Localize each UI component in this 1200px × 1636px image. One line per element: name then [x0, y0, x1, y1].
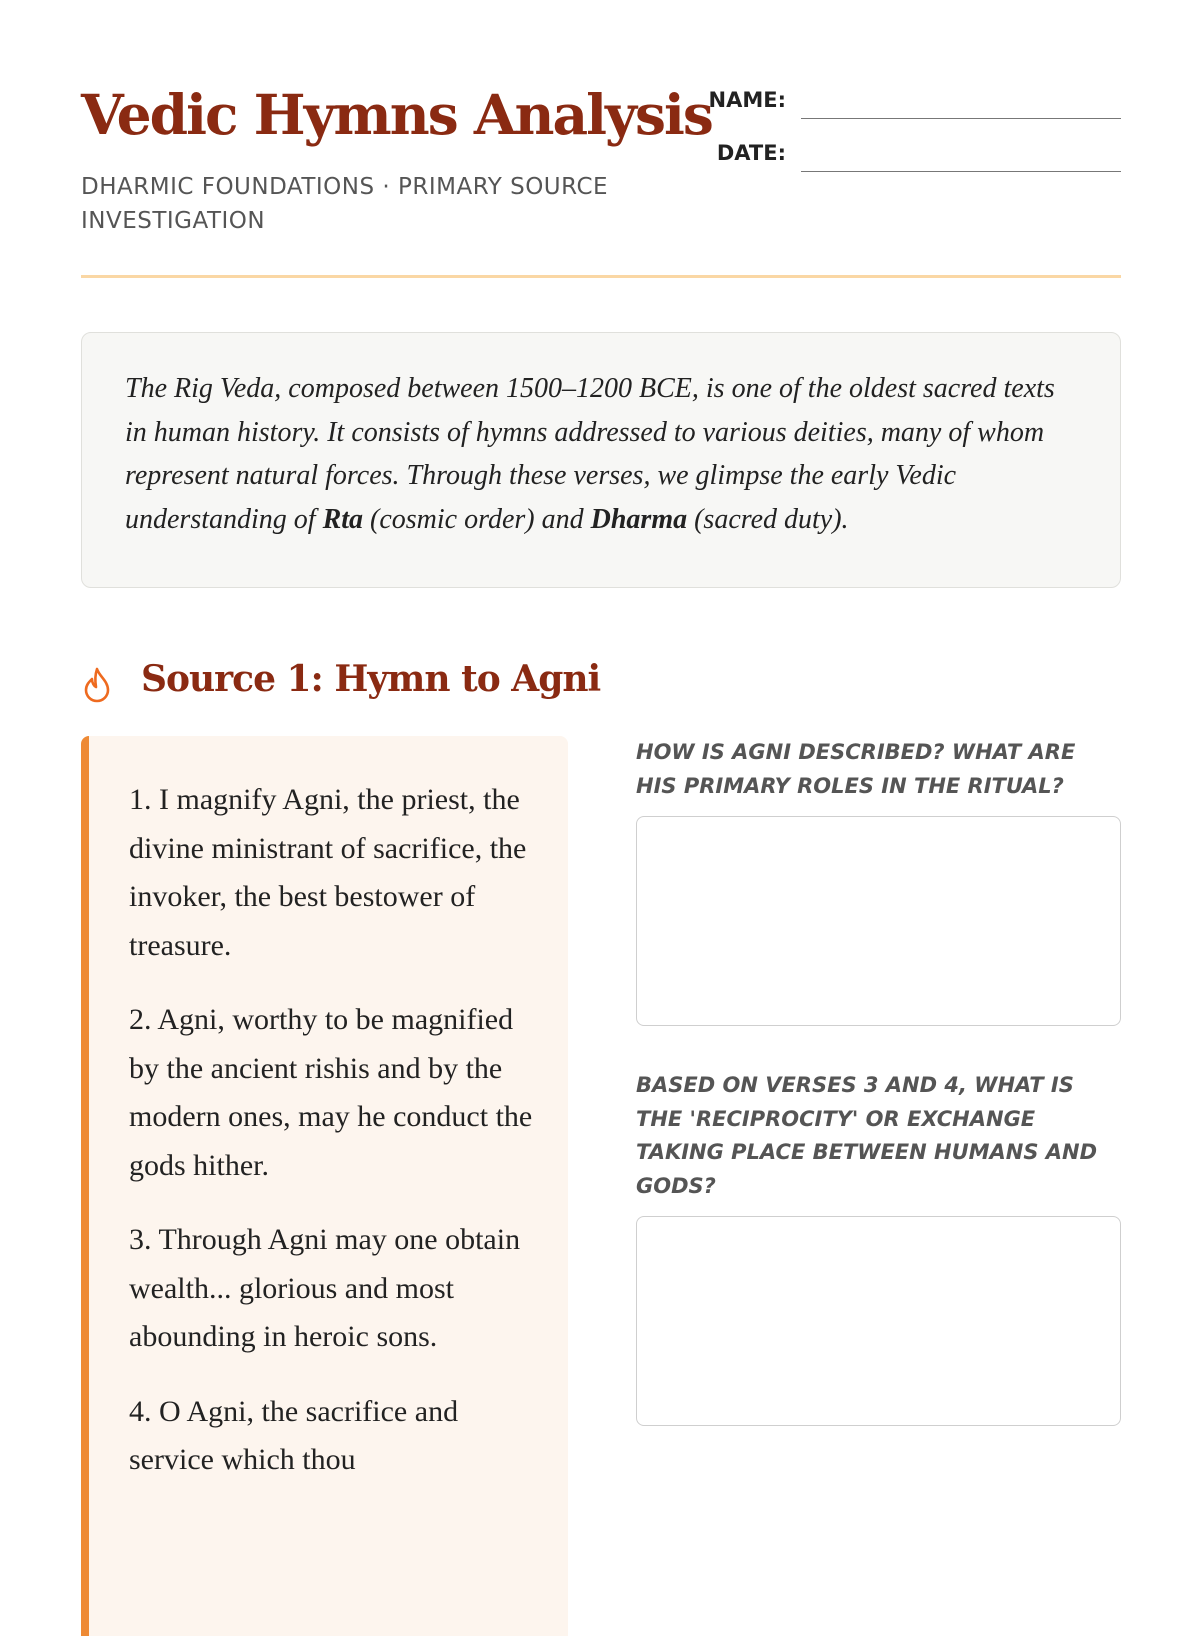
date-label: DATE: [716, 141, 786, 165]
intro-text [125, 367, 1080, 541]
name-field-line[interactable] [801, 118, 1121, 119]
term-dharma: Dharma [590, 503, 688, 535]
term-rta: Rta [322, 503, 364, 535]
source-title: Source 1: Hymn to Agni [141, 658, 601, 700]
page-subtitle: DHARMIC FOUNDATIONS · PRIMARY SOURCE INVESTIGATION [81, 174, 609, 234]
answer-box[interactable] [636, 1216, 1121, 1426]
worksheet-page [81, 0, 1121, 1600]
intro-text-part: (sacred duty). [687, 503, 849, 535]
verse: 3. Through Agni may one obtain wealth... glorious and most abounding in heroic sons. [129, 1223, 521, 1353]
date-field-line[interactable] [801, 171, 1121, 172]
name-label: NAME: [708, 88, 786, 112]
question-prompt: BASED ON VERSES 3 AND 4, WHAT IS THE 'RECIPROCITY' OR EXCHANGE TAKING PLACE BETWEEN HUMANS AND GODS? [636, 1073, 1098, 1198]
header-divider [81, 275, 1121, 278]
flame-icon [81, 666, 113, 704]
verse: 4. O Agni, the sacrifice and service which thou [129, 1394, 459, 1476]
intro-box [81, 332, 1121, 588]
page-title: Vedic Hymns Analysis [81, 82, 712, 147]
question-prompt: HOW IS AGNI DESCRIBED? WHAT ARE HIS PRIMARY ROLES IN THE RITUAL? [636, 740, 1076, 798]
intro-text-part: (cosmic order) and [363, 503, 591, 535]
answer-box[interactable] [636, 816, 1121, 1026]
verse: 1. I magnify Agni, the priest, the divine ministrant of sacrifice, the invoker, the best bestower of treasure. [129, 783, 527, 962]
hymn-passage [81, 736, 568, 1636]
intro-text-part: The Rig Veda, composed between 1500–1200 BCE, is one of the oldest sacred texts in human history. It consists of hymns addressed to various deities, many of whom represent natural forces. Through these verses, we glimpse the early Vedic understanding of [125, 373, 1055, 535]
verse: 2. Agni, worthy to be magnified by the ancient rishis and by the modern ones, may he conduct the gods hither. [129, 1003, 533, 1182]
